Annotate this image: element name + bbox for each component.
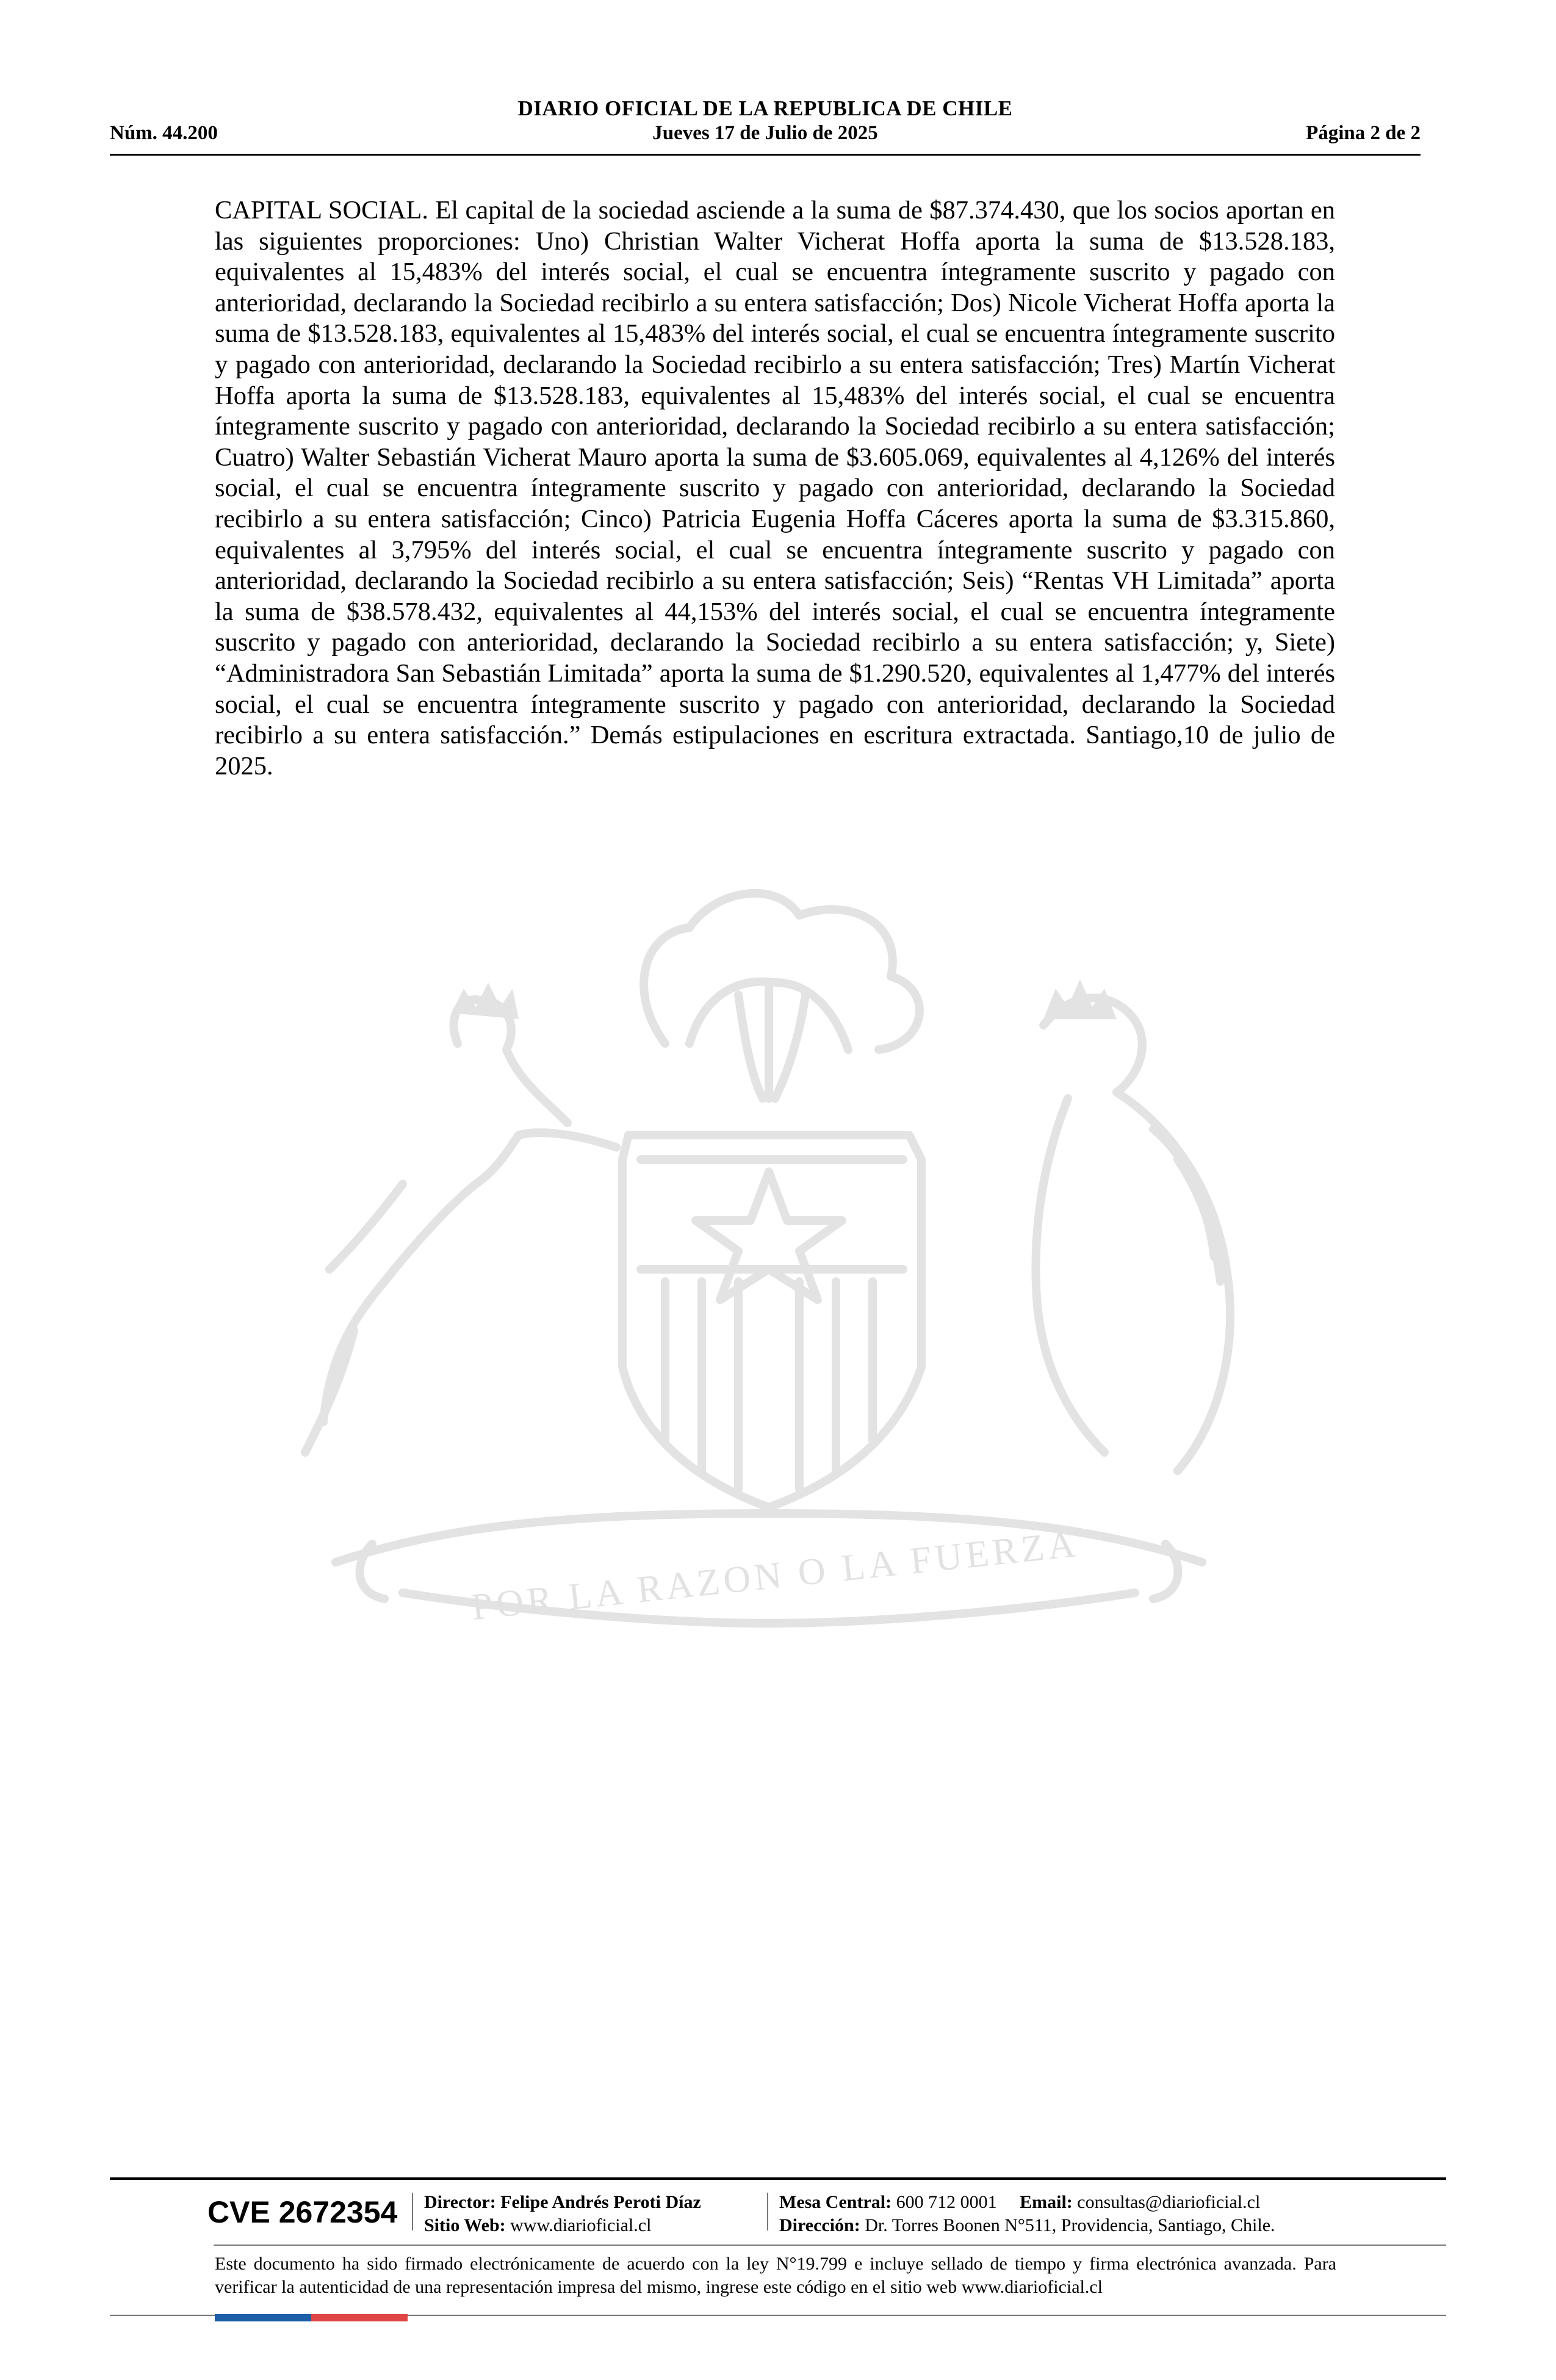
email-label: Email: — [1020, 2192, 1073, 2212]
flag-blue-segment — [215, 2314, 311, 2321]
website-label: Sitio Web: — [424, 2215, 506, 2235]
motto-text: POR LA RAZON O LA FUERZA — [469, 1523, 1081, 1629]
electronic-signature-notice: Este documento ha sido firmado electrónicamente de acuerdo con la ley N°19.799 e incluye sellado de tiempo y firma electrónica avanzada. Para verificar la autenticidad de una representación impresa del mismo, ingrese este código en el sitio web www.diarioficial.cl — [215, 2254, 1336, 2297]
footer-separator — [412, 2193, 413, 2230]
contact-line — [779, 2191, 1275, 2214]
footer-top-divider — [110, 2177, 1446, 2180]
issue-number: Núm. 44.200 — [110, 122, 218, 144]
page-number: Página 2 de 2 — [1306, 122, 1421, 144]
footer-mid-divider — [214, 2245, 1446, 2246]
header-info-row — [110, 122, 1421, 146]
capital-social-paragraph: CAPITAL SOCIAL. El capital de la sociedad asciende a la suma de $87.374.430, que los socios aportan en las siguientes proporciones: Uno) Christian Walter Vicherat Hoffa aporta la suma de $13.528.183, equivalentes al 15,483% del interés social, el cual se encuentra íntegramente suscrito y pagado con anterioridad, declarando la Sociedad recibirlo a su entera satisfacción; Dos) Nicole Vicherat Hoffa aporta la suma de $13.528.183, equivalentes al 15,483% del interés social, el cual se encuentra íntegramente suscrito y pagado con anterioridad, declarando la Sociedad recibirlo a su entera satisfacción; Tres) Martín Vicherat Hoffa aporta la suma de $13.528.183, equivalentes al 15,483% del interés social, el cual se encuentra íntegramente suscrito y pagado con anterioridad, declarando la Sociedad recibirlo a su entera satisfacción; Cuatro) Walter Sebastián Vicherat Mauro aporta la suma de $3.605.069, equivalentes al 4,126% del interés social, el cual se encuentra íntegramente suscrito y pagado con anterioridad, declarando la Sociedad recibirlo a su entera satisfacción; Cinco) Patricia Eugenia Hoffa Cáceres aporta la suma de $3.315.860, equivalentes al 3,795% del interés social, el cual se encuentra íntegramente suscrito y pagado con anterioridad, declarando la Sociedad recibirlo a su entera satisfacción; Seis) “Rentas VH Limitada” aporta la suma de $38.578.432, equivalentes al 44,153% del interés social, el cual se encuentra íntegramente suscrito y pagado con anterioridad, declarando la Sociedad recibirlo a su entera satisfacción; y, Siete) “Administradora San Sebastián Limitada” aporta la suma de $1.290.520, equivalentes al 1,477% del interés social, el cual se encuentra íntegramente suscrito y pagado con anterioridad, declarando la Sociedad recibirlo a su entera satisfacción.” Demás estipulaciones en escritura extractada. Santiago,10 de julio de 2025. — [215, 196, 1335, 781]
email-link[interactable]: consultas@diarioficial.cl — [1077, 2192, 1261, 2212]
mesa-label: Mesa Central: — [779, 2192, 892, 2212]
address-value: Dr. Torres Boonen N°511, Providencia, Santiago, Chile. — [865, 2215, 1275, 2235]
address-label: Dirección: — [779, 2215, 860, 2235]
publication-title: DIARIO OFICIAL DE LA REPUBLICA DE CHILE — [517, 96, 1013, 120]
page-header — [110, 92, 1421, 159]
mesa-phone: 600 712 0001 — [896, 2192, 997, 2212]
document-body — [215, 195, 1335, 782]
director-name: Felipe Andrés Peroti Díaz — [500, 2192, 701, 2212]
flag-red-segment — [311, 2314, 408, 2321]
director-line — [424, 2191, 701, 2214]
website-link[interactable]: www.diarioficial.cl — [510, 2215, 652, 2235]
footer-director-column — [424, 2191, 701, 2237]
flag-color-bar — [215, 2314, 408, 2321]
chile-coat-of-arms-icon — [201, 842, 1349, 1666]
issue-date: Jueves 17 de Julio de 2025 — [652, 122, 878, 144]
cve-code: CVE 2672354 — [207, 2195, 398, 2229]
header-divider — [110, 154, 1421, 156]
page-footer — [110, 2177, 1446, 2324]
address-line — [779, 2214, 1275, 2237]
footer-separator — [767, 2193, 768, 2230]
footer-contact-column — [779, 2191, 1275, 2237]
director-label: Director: — [424, 2192, 496, 2212]
website-line — [424, 2214, 701, 2237]
